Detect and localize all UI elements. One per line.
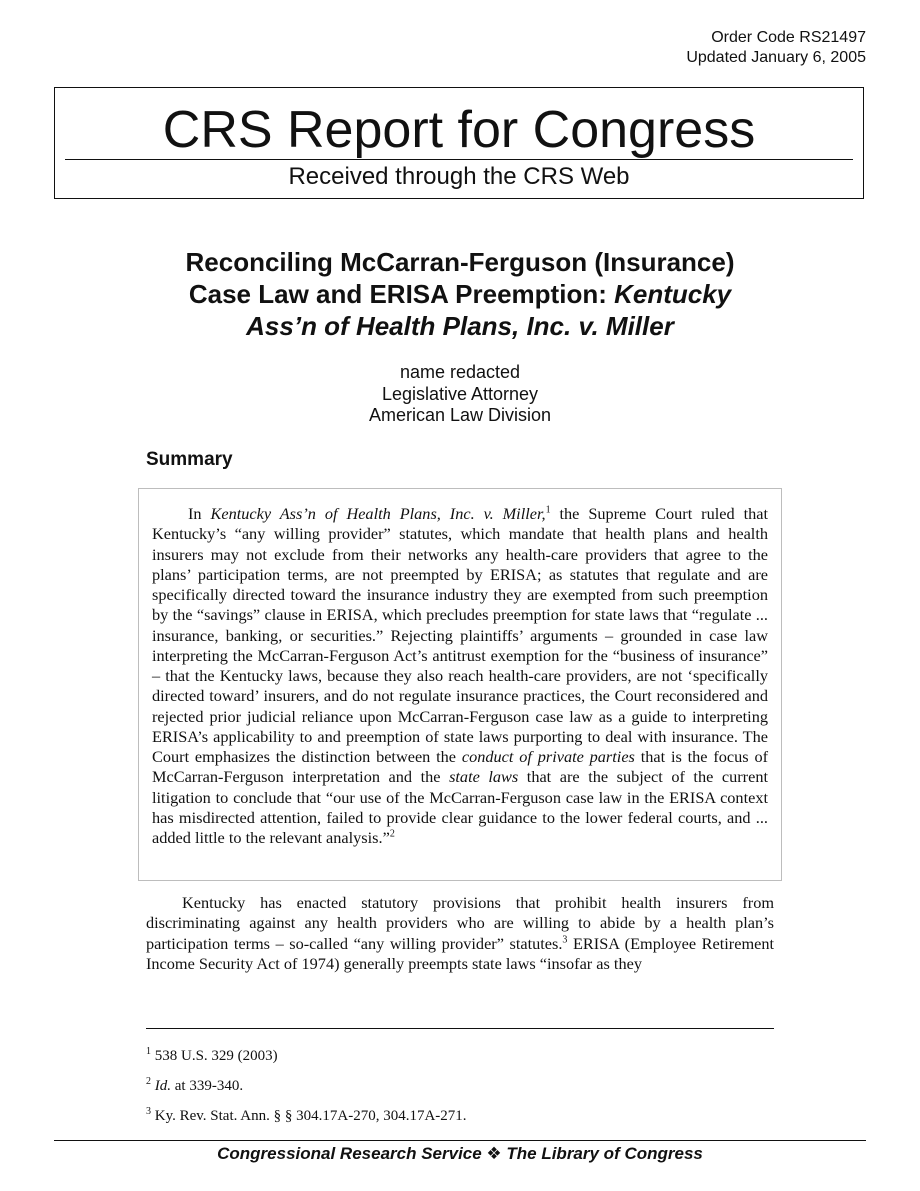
banner-subtitle: Received through the CRS Web [288,163,630,190]
body-paragraph [146,893,774,974]
order-code-block [686,28,866,68]
crs-banner [54,87,864,199]
footer-text: Congressional Research Service ❖ The Library of Congress [217,1144,703,1163]
banner-title: CRS Report for Congress [162,101,756,159]
footnote-2-number: 2 [146,1076,151,1087]
title-line-2 [110,278,810,310]
footnote-1-number: 1 [146,1046,151,1057]
footnote-ref-3[interactable]: 3 [562,934,568,946]
footnote-1-text: 538 U.S. 329 (2003) [151,1048,278,1064]
title-line-3-italic: Ass’n of Health Plans, Inc. v. Miller [246,311,674,341]
summary-paragraph [152,504,768,848]
author-block [0,362,920,427]
body-text-2: ERISA (Employee Retirement Income Security Act of 1974) generally preempts state laws “insofar as they [146,933,774,973]
case-name: Kentucky Ass’n of Health Plans, Inc. v. Miller, [210,504,546,523]
footnote-divider [146,1028,774,1029]
summary-heading: Summary [146,449,233,470]
document-title [110,246,810,342]
footnote-3 [146,1107,467,1125]
footnote-3-text: Ky. Rev. Stat. Ann. § § 304.17A-270, 304.17A-271. [151,1108,467,1124]
body-text-1: Kentucky has enacted statutory provisions that prohibit health insurers from discriminating against any health providers who are willing to abide by a health plan’s participation terms – so-called “any willing provider” statutes. [146,893,774,953]
banner-divider [65,159,853,160]
footnote-3-number: 3 [146,1106,151,1117]
order-code: Order Code RS21497 [711,29,866,46]
footnote-2-text: at 339-340. [171,1078,244,1094]
summary-text-1: the Supreme Court ruled that Kentucky’s “any willing provider” statutes, which mandate that health plans and health insurers may not exclude from their networks any health-care providers that agree to the plans’ participation terms, are not preempted by ERISA; as statutes that regulate and are specifically directed toward the insurance industry they are exempted from such preemption by the “savings” clause in ERISA, which precludes preemption for state laws that “regulate ... insurance, banking, or securities.” Rejecting plaintiffs’ arguments – grounded in case law interpreting the McCarran-Ferguson Act’s antitrust exemption for the “business of insurance” – that the Kentucky laws, because they also reach health-care providers, are not ‘specifically directed toward’ insurers, and do not regulate insurance practices, the Court reconsidered and rejected prior judicial reliance upon McCarran-Ferguson case law as a guide to interpreting ERISA’s applicability to and preemption of state laws purporting to deal with insurance. The Court emphasizes the distinction between the [152,504,768,766]
title-line-1: Reconciling McCarran-Ferguson (Insurance) [185,247,735,277]
footer-divider [54,1140,866,1141]
footnote-2 [146,1077,243,1095]
footnote-1 [146,1047,278,1065]
summary-text-3: that are the subject of the current litigation to conclude that “our use of the McCarran-Ferguson case law in the ERISA context has misdirected attention, failed to provide clear guidance to the lower federal courts, and ... added little to the relevant analysis.” [152,767,768,847]
summary-box [138,488,782,881]
author-role: Legislative Attorney [381,383,539,404]
footnote-ref-2[interactable]: 2 [389,828,395,840]
title-line-3 [110,310,810,342]
summary-intro: In [188,504,211,523]
title-line-2-plain: Case Law and ERISA Preemption: [188,279,615,309]
title-line-2-italic: Kentucky [614,279,732,309]
author-name: name redacted [399,362,521,382]
conduct-phrase: conduct of private parties [461,747,635,766]
footnote-ref-1[interactable]: 1 [545,504,551,516]
state-laws-phrase: state laws [449,767,519,787]
summary-text-2: that is the focus of McCarran-Ferguson interpretation and the [152,747,769,787]
footnote-2-italic: Id. [154,1078,171,1094]
updated-date: Updated January 6, 2005 [686,49,866,66]
author-division: American Law Division [368,405,552,425]
